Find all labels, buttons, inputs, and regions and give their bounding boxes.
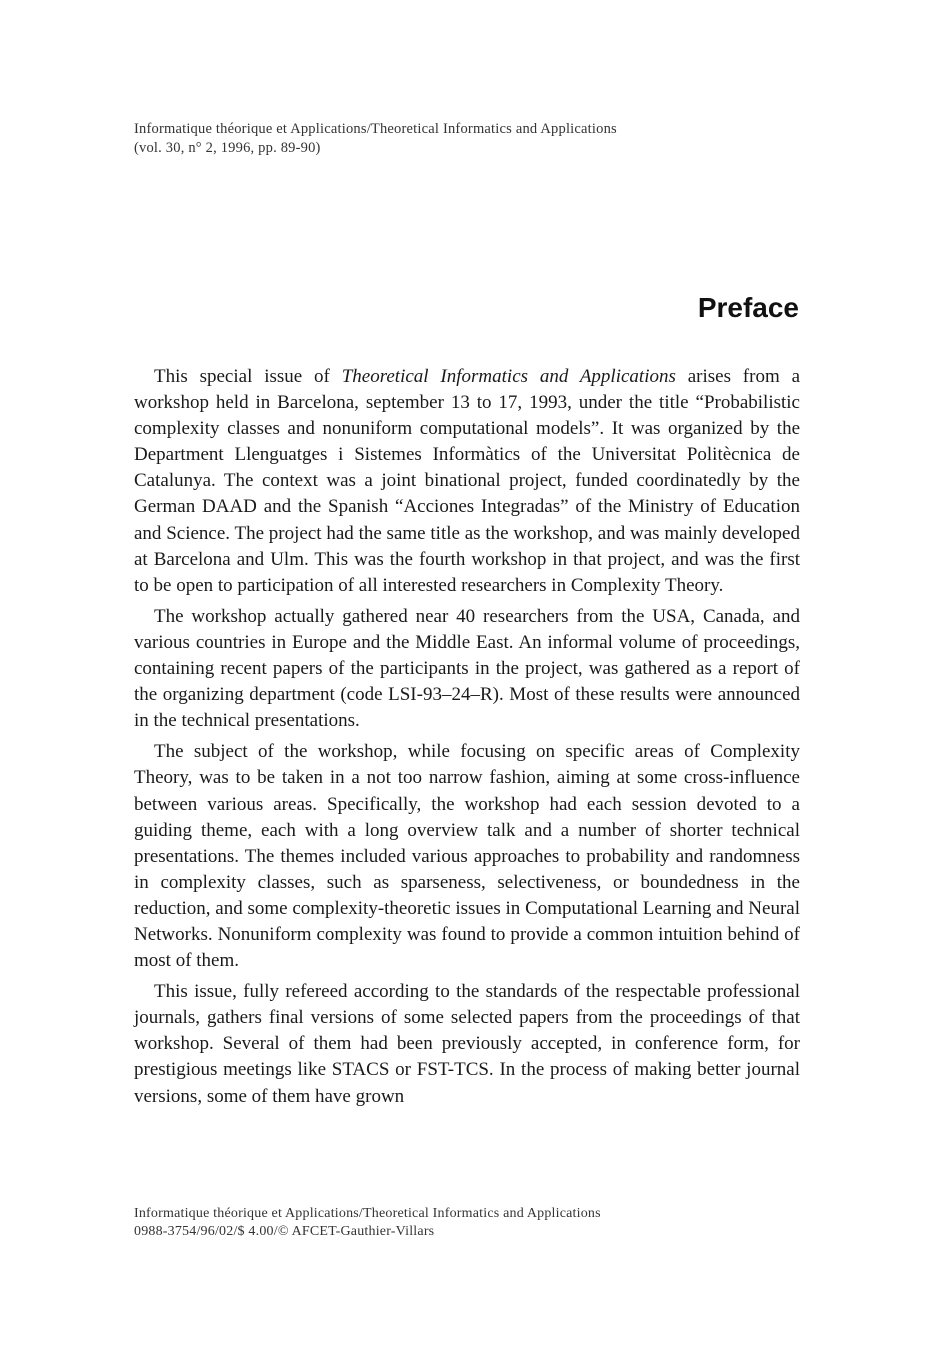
volume-info: (vol. 30, n° 2, 1996, pp. 89-90): [134, 140, 321, 156]
paragraph-1: [134, 364, 800, 599]
page-footer: [134, 1205, 814, 1241]
paragraph-2: The workshop actually gathered near 40 researchers from the USA, Canada, and various countries in Europe and the Middle East. An informal volume of proceedings, containing recent papers of the participants in the project, was gathered as a report of the organizing department (code LSI-93–24–R). Most of these results were announced in the technical presentations.: [134, 605, 800, 732]
page-title: Preface: [697, 292, 799, 323]
footer-issn: 0988-3754/96/02/$ 4.00/© AFCET-Gauthier-Villars: [134, 1224, 435, 1239]
journal-name: Informatique théorique et Applications/Theoretical Informatics and Applications: [134, 121, 617, 137]
running-head: [134, 120, 814, 158]
paragraph-3: The subject of the workshop, while focusing on specific areas of Complexity Theory, was to be taken in a not too narrow fashion, aiming at some cross-influence between various areas. Specifically, the workshop had each session devoted to a guiding theme, each with a long overview talk and a number of shorter technical presentations. The themes included various approaches to probability and randomness in complexity classes, such as sparseness, selectiveness, or boundedness in the reduction, and some complexity-theoretic issues in Computational Learning and Neural Networks. Nonuniform complexity was found to provide a common intuition behind of most of them.: [134, 741, 800, 972]
journal-title-italic: Theoretical Informatics and Applications: [341, 366, 676, 387]
paragraph-1-lead: This special issue of: [154, 366, 342, 387]
paragraph-1-rest: arises from a workshop held in Barcelona, september 13 to 17, 1993, under the title “Probabilistic complexity classes and nonuniform computational models”. It was organized by the Department Llenguatges i Sistemes Informàtics of the Universitat Politècnica de Catalunya. The context was a joint binational project, funded coordinatedly by the German DAAD and the Spanish “Acciones Integradas” of the Ministry of Education and Science. The project had the same title as the workshop, and was mainly developed at Barcelona and Ulm. This was the fourth workshop in that project, and was the first to be open to participation of all interested researchers in Complexity Theory.: [134, 366, 801, 596]
preface-body: [134, 364, 800, 1115]
paragraph-4: This issue, fully refereed according to the standards of the respectable professional journals, gathers final versions of some selected papers from the proceedings of that workshop. Several of them had been previously accepted, in conference form, for prestigious meetings like STACS or FST-TCS. In the process of making better journal versions, some of them have grown: [134, 981, 800, 1107]
footer-journal-name: Informatique théorique et Applications/Theoretical Informatics and Applications: [134, 1206, 601, 1221]
